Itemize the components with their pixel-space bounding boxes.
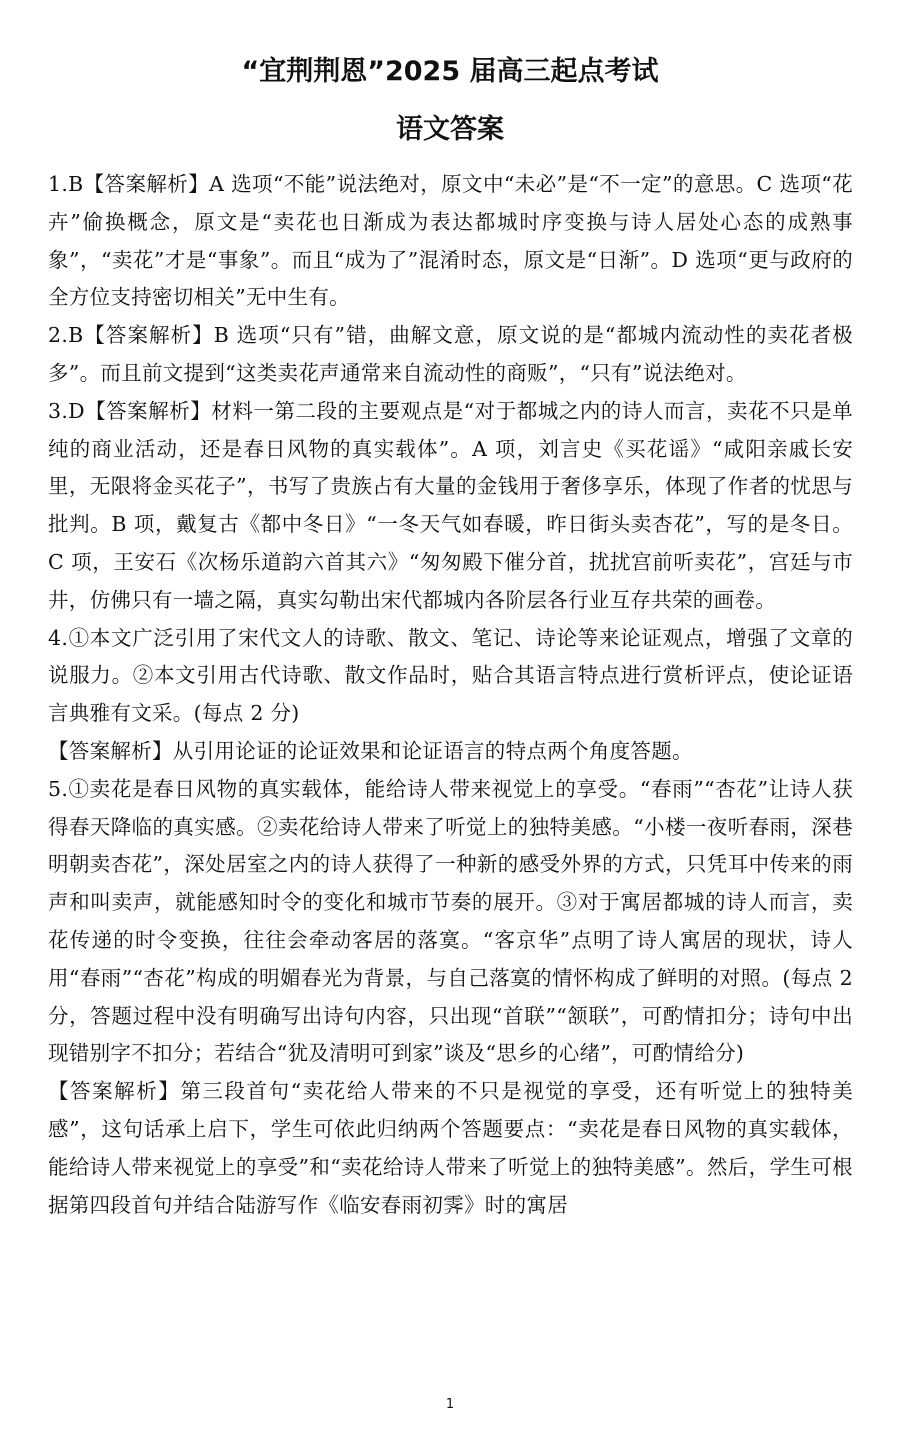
answer-paragraph-5: 5.①卖花是春日风物的真实载体，能给诗人带来视觉上的享受。“春雨”“杏花”让诗人获得春天降临的真实感。②卖花给诗人带来了听觉上的独特美感。“小楼一夜听春雨，深巷明朝卖杏花”，深处居室之内的诗人获得了一种新的感受外界的方式，只凭耳中传来的雨声和叫卖声，就能感知时令的变化和城市节奏的展开。③对于寓居都城的诗人而言，卖花传递的时令变换，往往会牵动客居的落寞。“客京华”点明了诗人寓居的现状，诗人用“春雨”“杏花”构成的明媚春光为背景，与自己落寞的情怀构成了鲜明的对照。(每点 2 分，答题过程中没有明确写出诗句内容，只出现“首联”“颔联”，可酌情扣分；诗句中出现错别字不扣分；若结合“犹及清明可到家”谈及“思乡的心绪”，可酌情给分)	[48, 776, 853, 1066]
answer-subtitle: 语文答案	[396, 114, 504, 145]
answer-analysis-5: 【答案解析】第三段首句“卖花给人带来的不只是视觉的享受，还有听觉上的独特美感”，这句话承上启下，学生可依此归纳两个答题要点：“卖花是春日风物的真实载体，能给诗人带来视觉上的享受”和“卖花给诗人带来了听觉上的独特美感”。然后，学生可根据第四段首句并结合陆游写作《临安春雨初霁》时的寓居	[48, 1079, 853, 1217]
page-number: 1	[445, 1397, 455, 1412]
answer-paragraph-3: 3.D【答案解析】材料一第二段的主要观点是“对于都城之内的诗人而言，卖花不只是单纯的商业活动，还是春日风物的真实载体”。A 项，刘言史《买花谣》“咸阳亲戚长安里，无限将金买花子”，书写了贵族占有大量的金钱用于奢侈享乐，体现了作者的忧思与批判。B 项，戴复古《都中冬日》“一冬天气如春暖，昨日街头卖杏花”，写的是冬日。C 项，王安石《次杨乐道韵六首其六》“匆匆殿下催分首，扰扰宫前听卖花”，宫廷与市井，仿佛只有一墙之隔，真实勾勒出宋代都城内各阶层各行业互存共荣的画卷。	[48, 398, 853, 612]
answer-paragraph-1: 1.B【答案解析】A 选项“不能”说法绝对，原文中“未必”是“不一定”的意思。C 选项“花卉”偷换概念，原文是“卖花也日渐成为表达都城时序变换与诗人居处心态的成熟事象”，“卖花”才是“事象”。而且“成为了”混淆时态，原文是“日渐”。D 选项“更与政府的全方位支持密切相关”无中生有。	[48, 172, 853, 310]
exam-title: “宜荆荆恩”2025 届高三起点考试	[241, 56, 659, 87]
answer-body	[48, 166, 853, 1224]
answer-analysis-4: 【答案解析】从引用论证的论证效果和论证语言的特点两个角度答题。	[48, 738, 693, 763]
answer-paragraph-2: 2.B【答案解析】B 选项“只有”错，曲解文意，原文说的是“都城内流动性的卖花者极多”。而且前文提到“这类卖花声通常来自流动性的商贩”，“只有”说法绝对。	[48, 323, 853, 385]
answer-paragraph-4: 4.①本文广泛引用了宋代文人的诗歌、散文、笔记、诗论等来论证观点，增强了文章的说服力。②本文引用古代诗歌、散文作品时，贴合其语言特点进行赏析评点，使论证语言典雅有文采。(每点 2 分)	[48, 625, 853, 726]
